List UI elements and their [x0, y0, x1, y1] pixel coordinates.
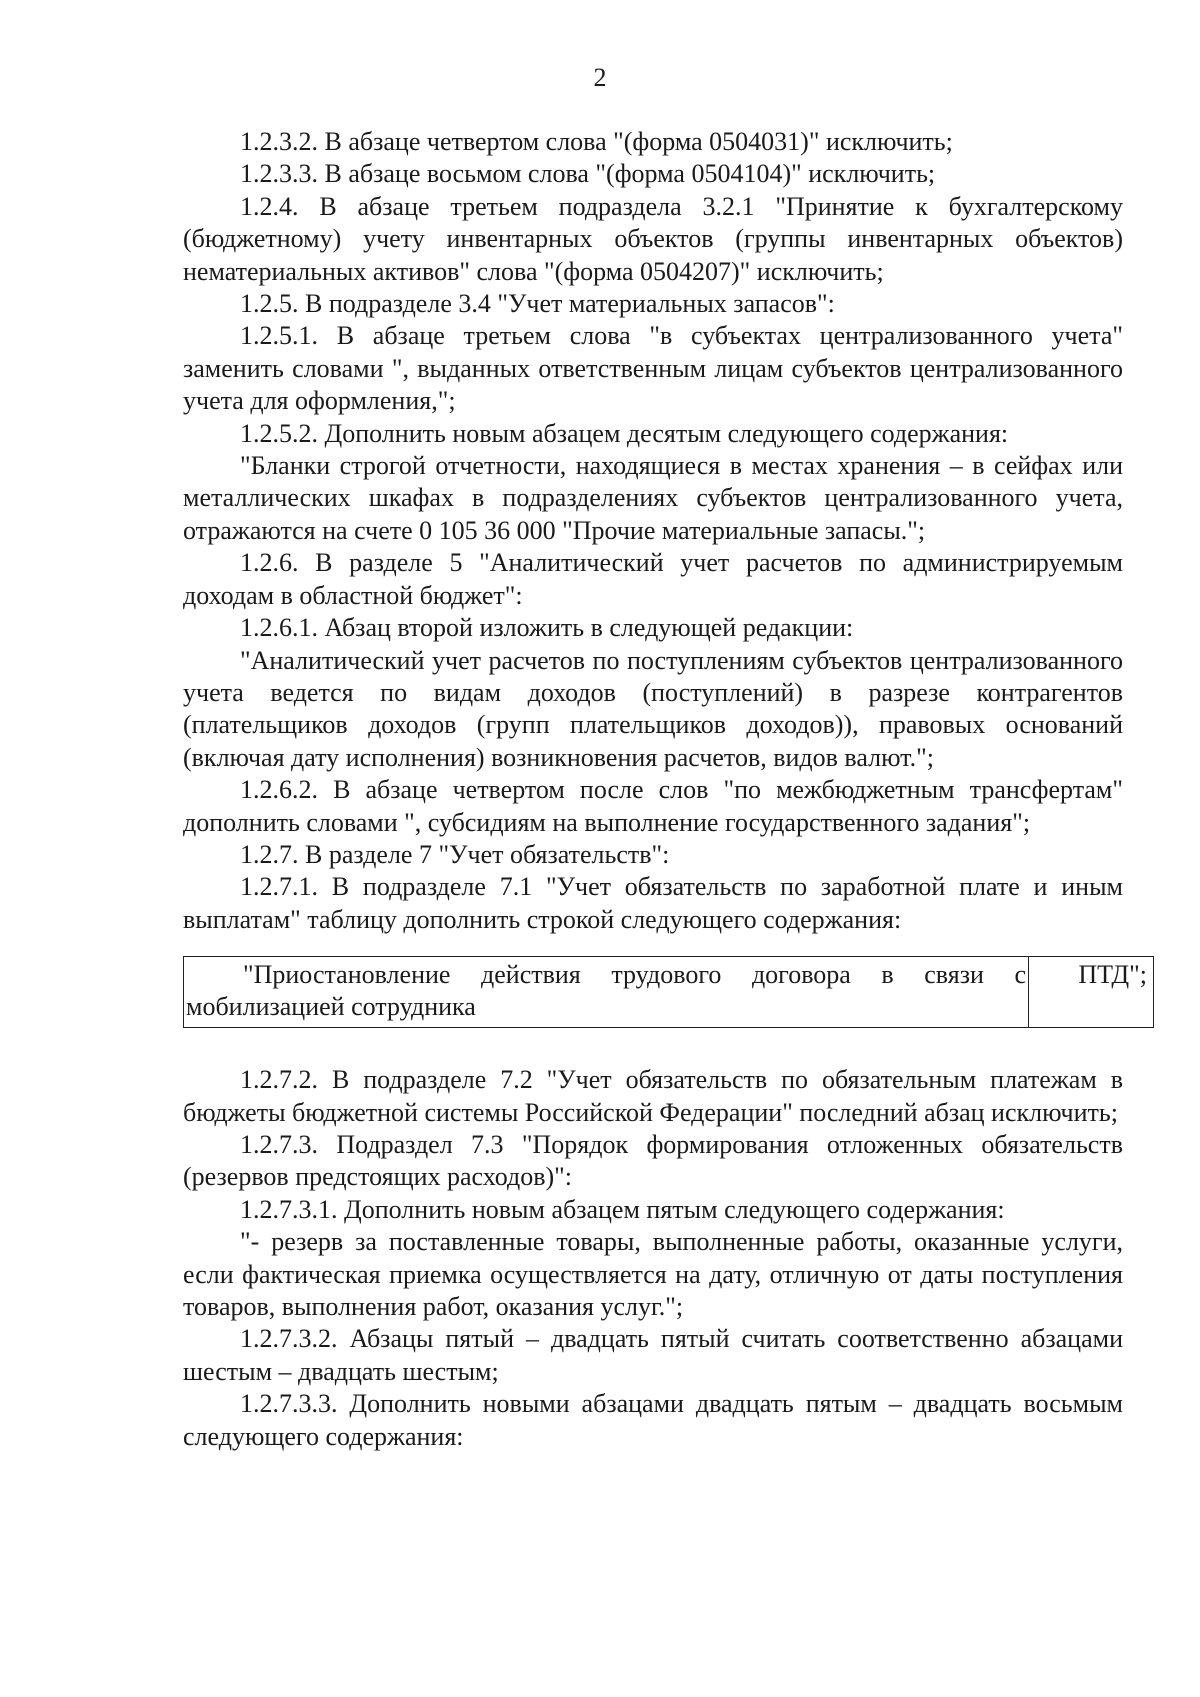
paragraph: 1.2.6. В разделе 5 "Аналитический учет расчетов по администрируемым доходам в областной бюджет":: [183, 548, 1123, 610]
paragraph: "- резерв за поставленные товары, выполненные работы, оказанные услуги, если фактическая приемка осуществляется на дату, отличную от даты поступления товаров, выполнения работ, оказания услуг.";: [183, 1227, 1123, 1321]
paragraph: 1.2.5.2. Дополнить новым абзацем десятым следующего содержания:: [240, 418, 1009, 448]
paragraph: 1.2.7.2. В подразделе 7.2 "Учет обязательств по обязательным платежам в бюджеты бюджетной системы Российской Федерации" последний абзац исключить;: [183, 1065, 1123, 1127]
paragraph: "Аналитический учет расчетов по поступлениям субъектов централизованного учета ведется по видам доходов (поступлений) в разрезе контрагентов (плательщиков доходов (групп плательщиков доходов)), правовых оснований (включая дату исполнения) возникновения расчетов, видов валют.";: [183, 645, 1123, 772]
paragraph: 1.2.5.1. В абзаце третьем слова "в субъектах централизованного учета" заменить словами ", выданных ответственным лицам субъектов централизованного учета для оформления,";: [183, 321, 1123, 416]
amendment-table: [183, 956, 1154, 1028]
paragraph: 1.2.7.3. Подраздел 7.3 "Порядок формирования отложенных обязательств (резервов предстоящих расходов)":: [183, 1129, 1123, 1192]
paragraph: 1.2.3.2. В абзаце четвертом слова "(форма 0504031)" исключить;: [240, 127, 953, 156]
paragraph: 1.2.7. В разделе 7 "Учет обязательств":: [240, 839, 670, 869]
paragraph: 1.2.7.3.3. Дополнить новыми абзацами двадцать пятым – двадцать восьмым следующего содержания:: [183, 1389, 1123, 1451]
table-cell-description: "Приостановление действия трудового договора в связи с мобилизацией сотрудника: [184, 957, 1029, 1028]
table-row: [184, 957, 1154, 1028]
paragraph: 1.2.7.1. В подразделе 7.1 "Учет обязательств по заработной плате и иным выплатам" таблицу дополнить строкой следующего содержания:: [183, 872, 1123, 934]
table-cell-code: ПТД";: [1029, 957, 1154, 1028]
paragraph: 1.2.6.1. Абзац второй изложить в следующей редакции:: [240, 613, 854, 643]
document-body: [183, 126, 1147, 1453]
paragraph: 1.2.7.3.1. Дополнить новым абзацем пятым следующего содержания:: [240, 1194, 1005, 1224]
paragraph: 1.2.5. В подразделе 3.4 "Учет материальных запасов":: [240, 289, 835, 319]
paragraph: "Бланки строгой отчетности, находящиеся в местах хранения – в сейфах или металлических шкафах в подразделениях субъектов централизованного учета, отражаются на счете 0 105 36 000 "Прочие материальные запасы.";: [183, 451, 1123, 545]
paragraph: 1.2.6.2. В абзаце четвертом после слов "по межбюджетным трансфертам" дополнить словами ", субсидиям на выполнение государственного задания";: [183, 775, 1123, 837]
page-number: 2: [593, 63, 607, 92]
paragraph: 1.2.3.3. В абзаце восьмом слова "(форма 0504104)" исключить;: [240, 159, 936, 189]
paragraph: 1.2.7.3.2. Абзацы пятый – двадцать пятый считать соответственно абзацами шестым – двадцать шестым;: [183, 1324, 1123, 1386]
paragraph: 1.2.4. В абзаце третьем подраздела 3.2.1 "Принятие к бухгалтерскому (бюджетному) учету инвентарных объектов (группы инвентарных объектов) нематериальных активов" слова "(форма 0504207)" исключить;: [183, 191, 1123, 286]
